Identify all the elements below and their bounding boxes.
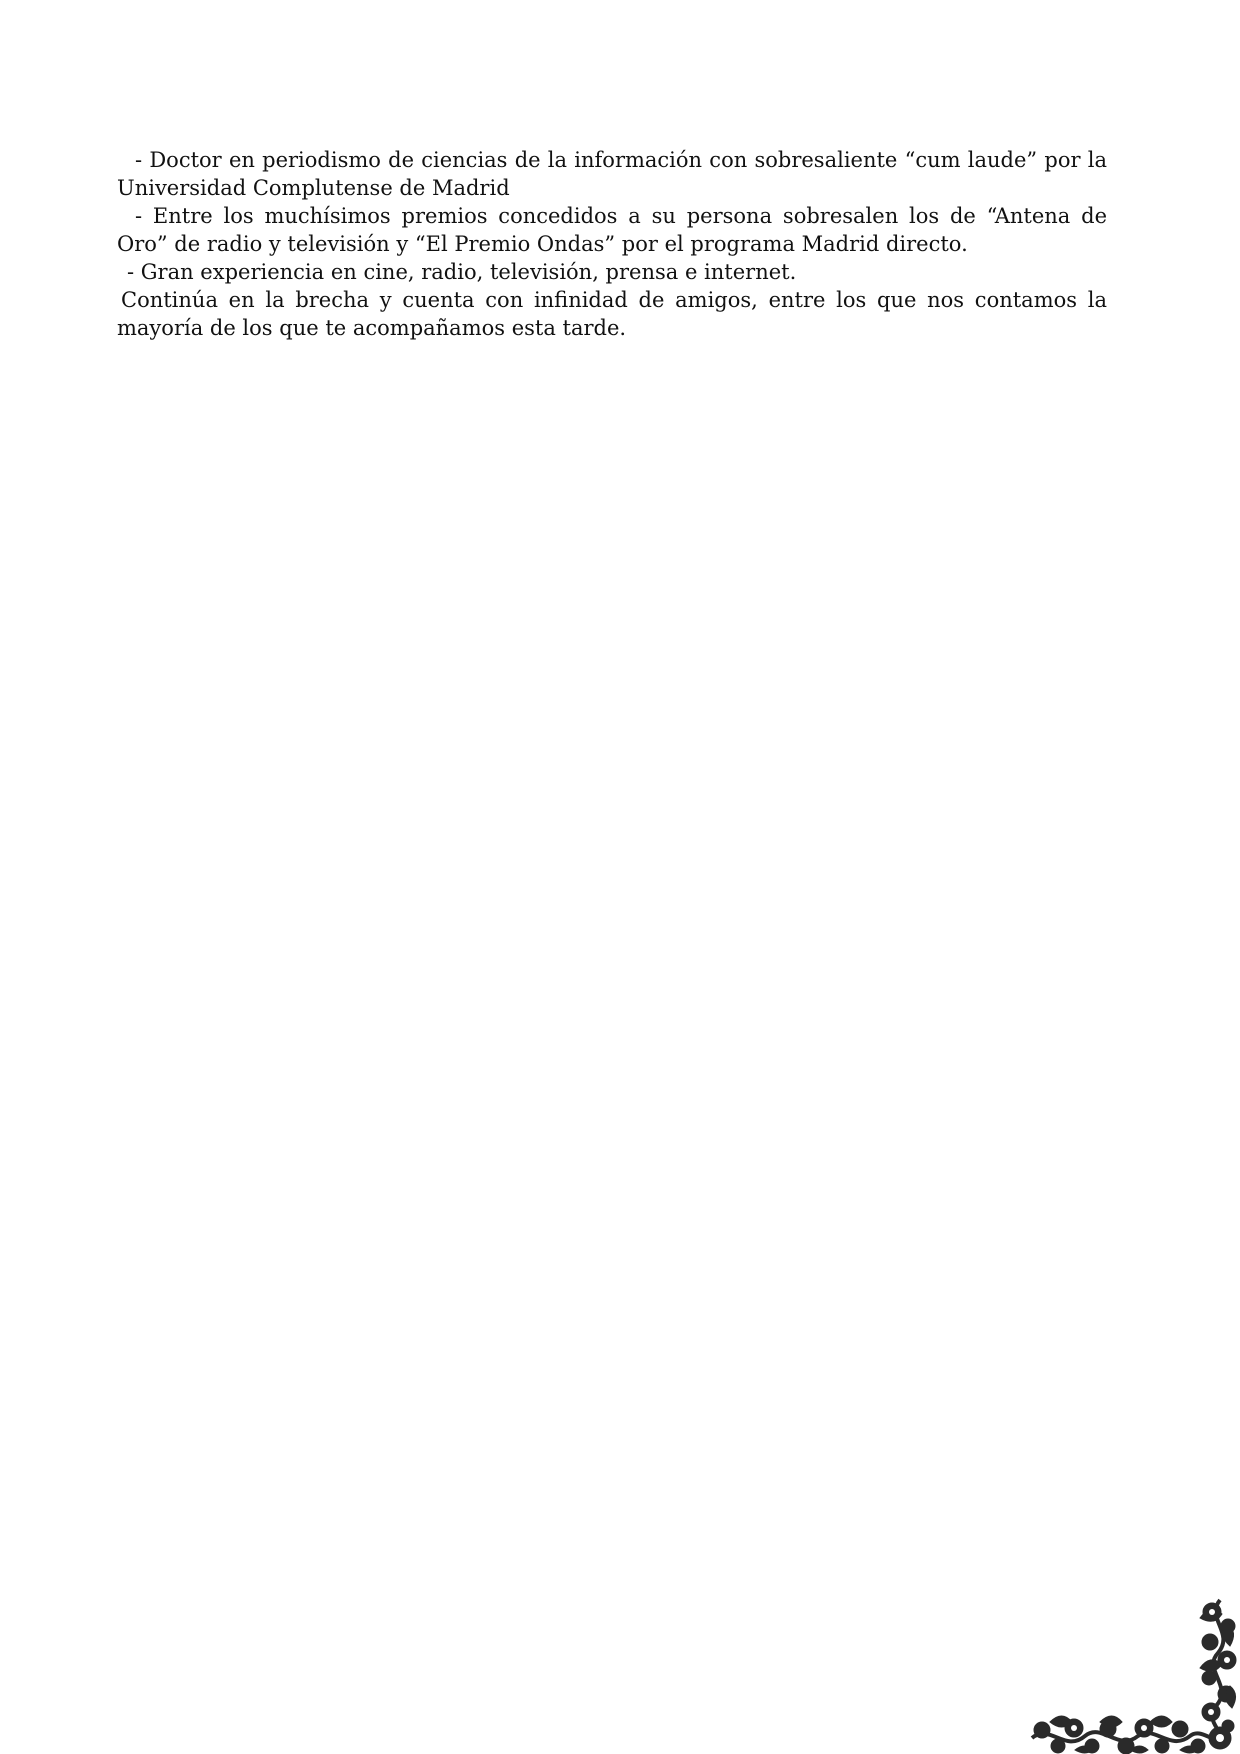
body-text <box>117 146 1107 342</box>
paragraph-closing: Continúa en la brecha y cuenta con infinidad de amigos, entre los que nos contamos la mayoría de los que te acompañamos esta tarde. <box>117 288 1107 340</box>
paragraph-awards: - Entre los muchísimos premios concedidos a su persona sobresalen los de “Antena de Oro” de radio y televisión y “El Premio Ondas” por el programa Madrid directo. <box>117 204 1107 256</box>
paragraph-doctorate: - Doctor en periodismo de ciencias de la información con sobresaliente “cum laude” por la Universidad Complutense de Madrid <box>117 148 1107 200</box>
floral-corner-ornament-icon <box>1030 1598 1240 1754</box>
paragraph-experience: - Gran experiencia en cine, radio, televisión, prensa e internet. <box>127 260 797 284</box>
